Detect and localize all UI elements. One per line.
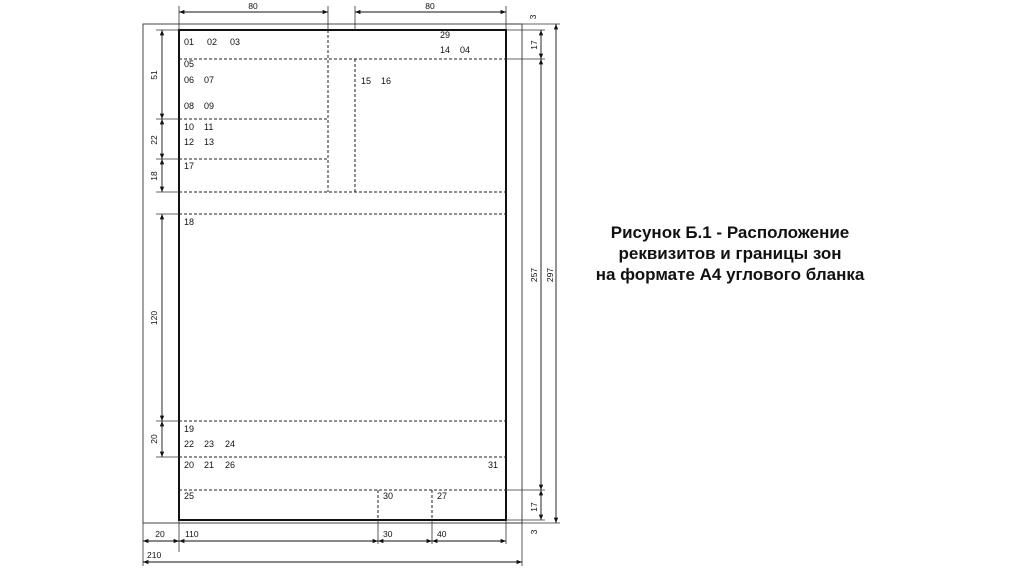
dim-header-17: 17	[529, 40, 539, 50]
field-09: 09	[204, 101, 215, 111]
dim-top-margin-3: 3	[528, 14, 538, 20]
field-03: 03	[230, 37, 241, 47]
dim-page-297: 297	[545, 267, 555, 283]
field-05: 05	[184, 59, 195, 69]
dim-top-right-80: 80	[425, 1, 435, 11]
field-13: 13	[204, 137, 215, 147]
field-22: 22	[184, 439, 195, 449]
field-04: 04	[460, 45, 471, 55]
dim-bottom-30: 30	[383, 529, 393, 539]
dim-top-left-80: 80	[248, 1, 258, 11]
field-01: 01	[184, 37, 195, 47]
extension-lines	[143, 6, 560, 566]
field-27: 27	[437, 491, 448, 501]
figure-caption	[560, 222, 900, 285]
field-labels	[184, 30, 498, 501]
field-31: 31	[488, 460, 499, 470]
field-19: 19	[184, 424, 195, 434]
field-17: 17	[184, 161, 195, 171]
dim-bottom-margin-3: 3	[529, 529, 539, 535]
field-15: 15	[361, 76, 372, 86]
dim-left-51: 51	[149, 70, 159, 80]
caption-line-3: на формате А4 углового бланка	[595, 265, 865, 284]
field-11: 11	[204, 122, 214, 132]
field-21: 21	[204, 460, 215, 470]
field-29: 29	[440, 30, 451, 40]
field-02: 02	[207, 37, 218, 47]
dim-inner-257: 257	[529, 267, 539, 283]
dimension-lines	[143, 12, 556, 562]
dim-left-18: 18	[149, 171, 159, 181]
field-20: 20	[184, 460, 195, 470]
dim-page-210: 210	[147, 550, 162, 560]
field-18: 18	[184, 217, 195, 227]
field-12: 12	[184, 137, 195, 147]
field-06: 06	[184, 75, 195, 85]
dim-bottom-110: 110	[185, 529, 199, 539]
caption-line-1: Рисунок Б.1 - Расположение	[610, 223, 850, 242]
caption-line-2: реквизитов и границы зон	[618, 244, 842, 263]
field-14: 14	[440, 45, 451, 55]
field-24: 24	[225, 439, 236, 449]
field-16: 16	[381, 76, 392, 86]
dim-bottom-40: 40	[437, 529, 447, 539]
dim-left-22: 22	[149, 135, 159, 145]
dim-bottom-20: 20	[149, 434, 159, 444]
page-outline	[143, 24, 522, 523]
field-25: 25	[184, 491, 195, 501]
field-10: 10	[184, 122, 195, 132]
field-07: 07	[204, 75, 215, 85]
field-08: 08	[184, 101, 195, 111]
field-23: 23	[204, 439, 215, 449]
dim-footer-17: 17	[529, 502, 539, 512]
dim-left-margin-20: 20	[155, 529, 165, 539]
field-30: 30	[383, 491, 394, 501]
field-26: 26	[225, 460, 236, 470]
dim-text-120: 120	[149, 310, 159, 326]
